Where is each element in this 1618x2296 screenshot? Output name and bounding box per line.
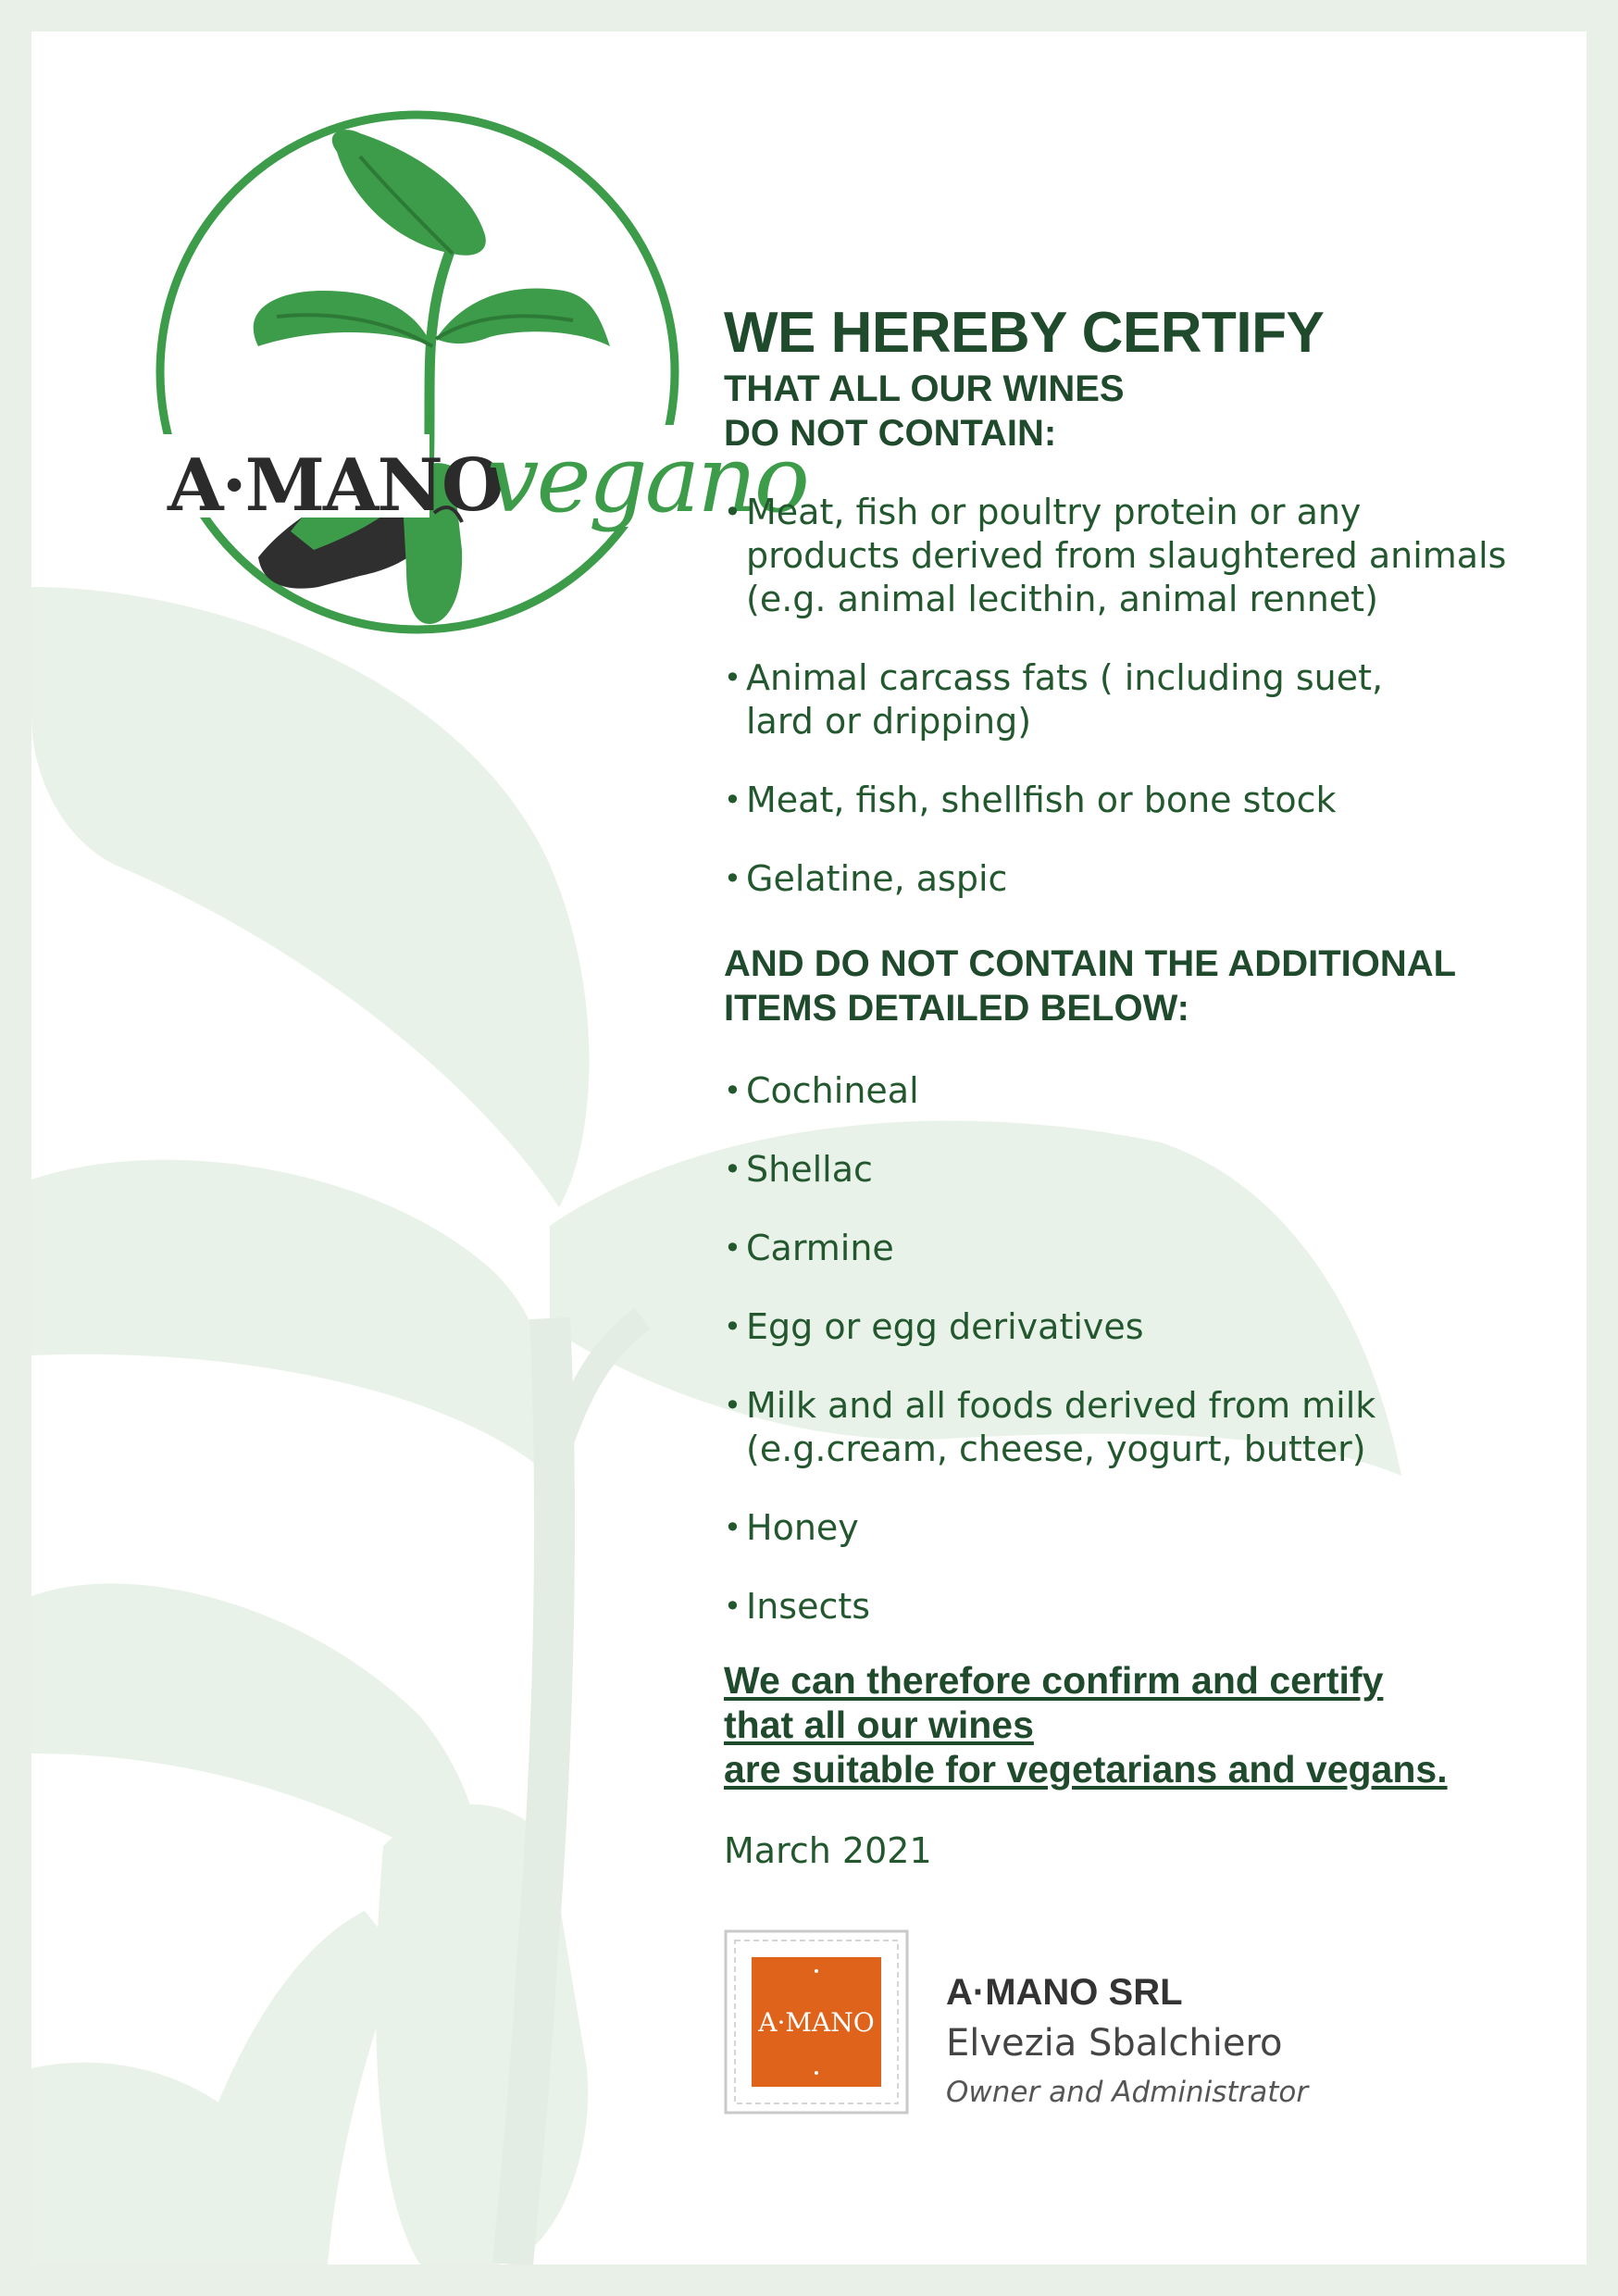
subheading-line-1: THAT ALL OUR WINES (724, 368, 1125, 409)
list-item: • Meat, fish, shellfish or bone stock (724, 779, 1520, 822)
list-item: • Honey (724, 1506, 1520, 1550)
conclusion-line-3: are suitable for vegetarians and vegans. (724, 1748, 1448, 1791)
logo-brand-text: A·MANO (168, 443, 503, 528)
certificate-body (724, 300, 1520, 1871)
list-item: • Gelatine, aspic (724, 857, 1520, 901)
list-item: • Egg or egg derivatives (724, 1305, 1520, 1349)
amano-vegano-logo (82, 69, 807, 661)
list-item: • Shellac (724, 1148, 1520, 1192)
sprout-in-hand-icon (82, 69, 749, 661)
signature-block (724, 1929, 1520, 2124)
amano-company-logo (724, 1929, 909, 2115)
list-item: • Milk and all foods derived from milk (e.g.cream, cheese, yogurt, butter) (724, 1384, 1520, 1471)
signature-role: Owner and Administrator (946, 2076, 1309, 2109)
signature-name: Elvezia Sbalchiero (946, 2022, 1283, 2065)
additional-heading-line-1: AND DO NOT CONTAIN THE ADDITIONAL (724, 943, 1457, 984)
company-logo-text: A·MANO (758, 2007, 875, 2038)
certificate-date: March 2021 (724, 1830, 932, 1871)
heading-certify: WE HEREBY CERTIFY (724, 301, 1325, 365)
list-item: • Carmine (724, 1227, 1520, 1270)
conclusion-line-1: We can therefore confirm and certify (724, 1659, 1384, 1702)
list-item: • Insects (724, 1585, 1520, 1628)
prohibited-items-list (724, 491, 1520, 901)
additional-heading-line-2: ITEMS DETAILED BELOW: (724, 988, 1189, 1029)
list-item: • Cochineal (724, 1069, 1520, 1113)
list-item: • Meat, fish or poultry protein or any products derived from slaughtered animals (e.g. animal lecithin, animal rennet) (724, 491, 1520, 621)
conclusion-line-2: that all our wines (724, 1703, 1034, 1746)
signature-company: A·MANO SRL (946, 1972, 1183, 2013)
additional-items-list (724, 1069, 1520, 1628)
certificate-page (31, 31, 1587, 2265)
logo-vegano-text: vegano (487, 425, 807, 533)
conclusion-statement (724, 1658, 1520, 1791)
list-item: • Animal carcass fats ( including suet, lard or dripping) (724, 656, 1520, 743)
subheading-line-2: DO NOT CONTAIN: (724, 413, 1057, 454)
